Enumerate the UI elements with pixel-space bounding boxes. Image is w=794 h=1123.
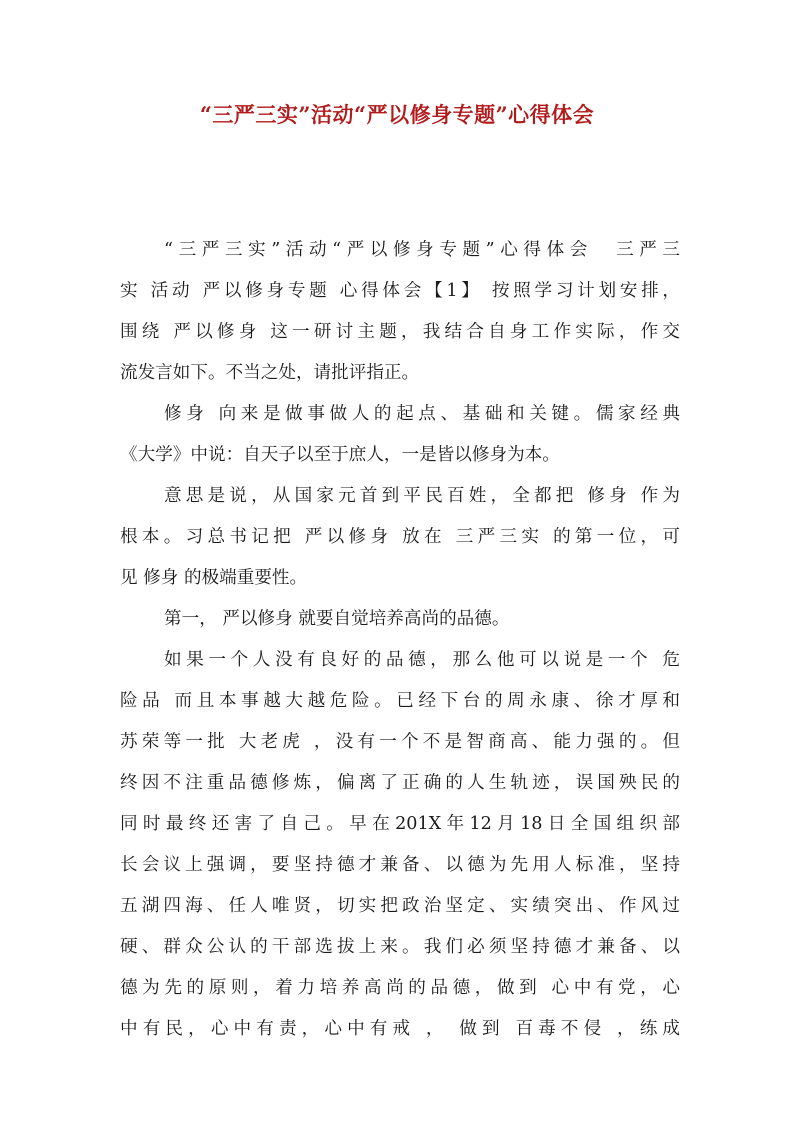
paragraph-line: 同时最终还害了自己。早在201X年12月18日全国组织部 <box>120 814 680 834</box>
paragraph-line: 见 修身 的极端重要性。 <box>120 568 308 588</box>
paragraph-line: 苏荣等一批 大老虎 ，没有一个不是智商高、能力强的。但 <box>120 732 680 752</box>
paragraph-line: 五湖四海、任人唯贤，切实把政治坚定、实绩突出、作风过 <box>120 896 680 916</box>
section-heading: 第一， 严以修身 就要自觉培养高尚的品德。 <box>164 609 510 629</box>
paragraph-line: 硬、群众公认的干部选拔上来。我们必须坚持德才兼备、以 <box>120 937 680 957</box>
paragraph-line: 《大学》中说：自天子以至于庶人，一是皆以修身为本。 <box>120 445 560 465</box>
paragraph-line: 终因不注重品德修炼，偏离了正确的人生轨迹，误国殃民的 <box>120 773 680 793</box>
paragraph-line: 如果一个人没有良好的品德，那么他可以说是一个 危 <box>164 650 680 670</box>
paragraph-line: “三严三实”活动“严以修身专题”心得体会 三严三 <box>164 240 680 260</box>
document-body <box>120 230 680 1050</box>
document-title: “三严三实”活动“严以修身专题”心得体会 <box>199 102 595 127</box>
paragraph-line: 流发言如下。不当之处，请批评指正。 <box>120 363 420 383</box>
paragraph-line: 中有民，心中有责，心中有戒 ， 做到 百毒不侵 ，练成 <box>120 1019 680 1039</box>
paragraph-line: 修身 向来是做事做人的起点、基础和关键。儒家经典 <box>164 404 680 424</box>
paragraph-line: 围绕 严以修身 这一研讨主题，我结合自身工作实际，作交 <box>120 322 680 342</box>
paragraph-line: 长会议上强调，要坚持德才兼备、以德为先用人标准，坚持 <box>120 855 680 875</box>
paragraph-line: 险品 而且本事越大越危险。已经下台的周永康、徐才厚和 <box>120 691 680 711</box>
paragraph-line: 意思是说，从国家元首到平民百姓，全都把 修身 作为 <box>164 486 680 506</box>
paragraph-line: 德为先的原则，着力培养高尚的品德，做到 心中有党，心 <box>120 978 680 998</box>
paragraph-line: 根本。习总书记把 严以修身 放在 三严三实 的第一位，可 <box>120 527 680 547</box>
paragraph-line: 实 活动 严以修身专题 心得体会【1】 按照学习计划安排， <box>120 281 680 301</box>
